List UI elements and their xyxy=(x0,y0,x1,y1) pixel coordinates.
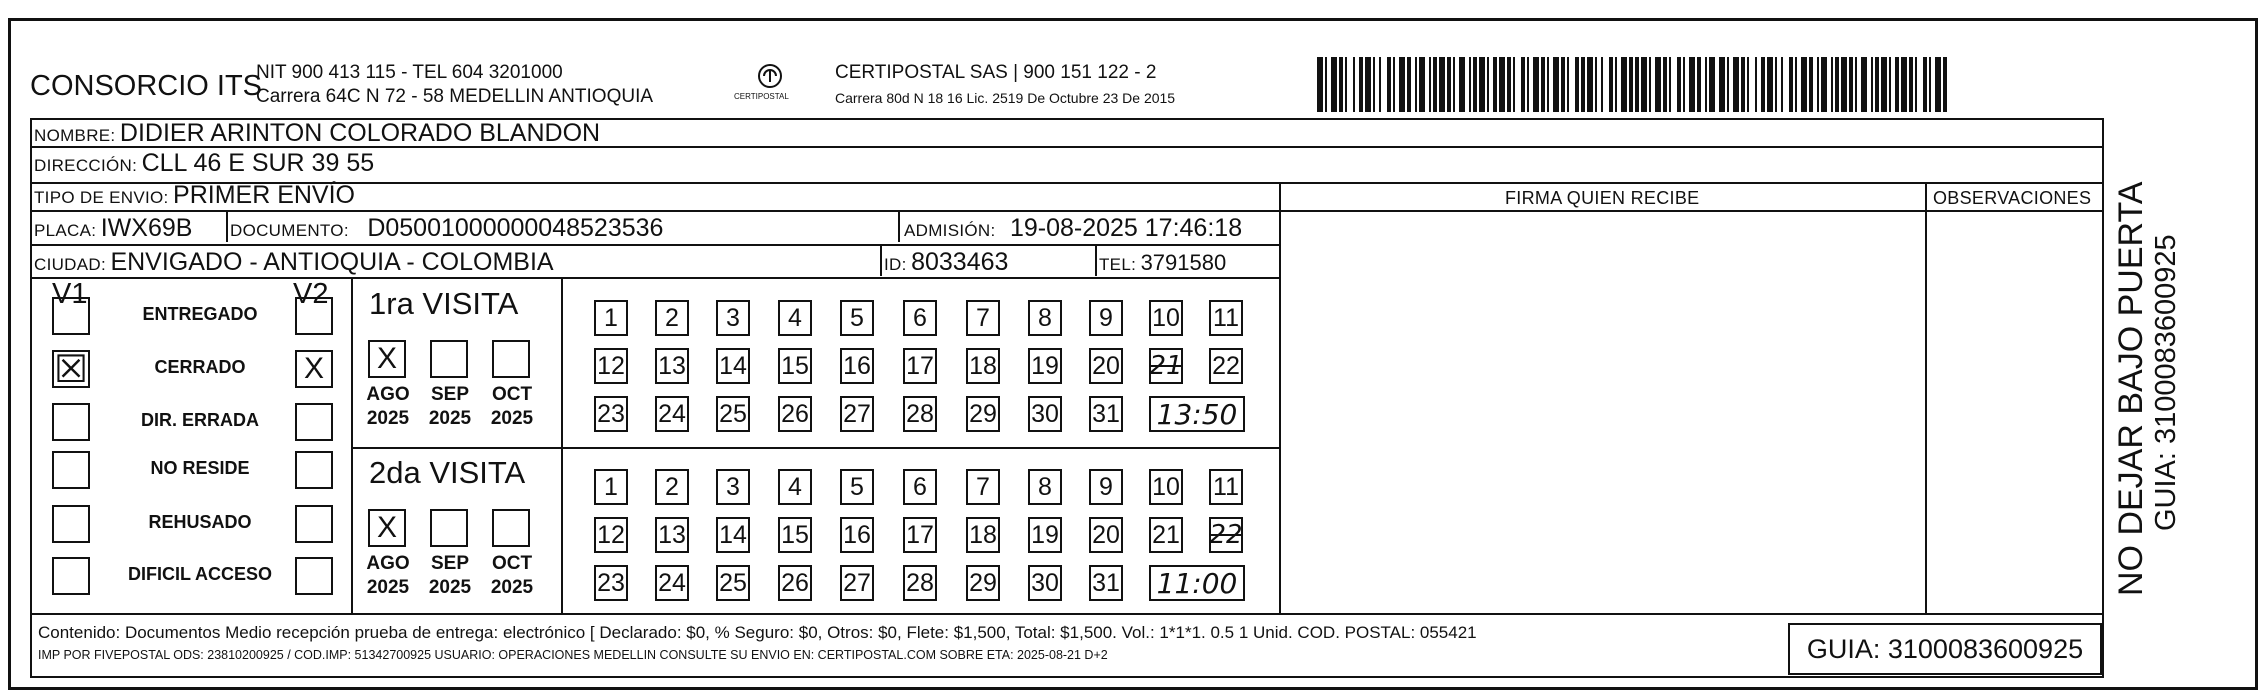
barcode-bar xyxy=(1527,57,1529,112)
barcode-bar xyxy=(1439,57,1445,112)
barcode-bar xyxy=(1789,57,1793,112)
visit2-month-checkbox-2 xyxy=(430,509,468,547)
ciudad-label: CIUDAD: xyxy=(34,255,106,274)
visit1-day-10 xyxy=(1149,300,1183,336)
status-label-1: ENTREGADO xyxy=(142,304,258,324)
day-number: 5 xyxy=(850,303,864,332)
day-number: 13 xyxy=(658,520,686,549)
barcode-bar xyxy=(1331,57,1337,112)
status-label-4: NO RESIDE xyxy=(150,458,250,478)
visit2-day-22 xyxy=(1209,517,1243,553)
barcode-bar xyxy=(1547,57,1549,112)
day-number: 10 xyxy=(1152,472,1180,501)
barcode-bar xyxy=(1781,57,1783,112)
visit1-day-12 xyxy=(594,348,628,384)
day-number: 20 xyxy=(1092,520,1120,549)
visit1-day-21 xyxy=(1149,348,1183,384)
barcode-bar xyxy=(1881,57,1887,112)
day-number: 29 xyxy=(969,568,997,597)
day-number: 26 xyxy=(781,399,809,428)
visit1-day-24 xyxy=(655,396,689,432)
visit2-month-label-2: SEP xyxy=(430,553,470,574)
day-number: 1 xyxy=(604,303,618,332)
barcode-bar xyxy=(1709,57,1715,112)
day-number: 19 xyxy=(1031,520,1059,549)
barcode-bar xyxy=(1469,57,1471,112)
barcode-bar xyxy=(1399,57,1405,112)
barcode-bar xyxy=(1761,57,1765,112)
visit2-day-25 xyxy=(716,565,750,601)
day-number: 8 xyxy=(1038,472,1052,501)
barcode-bar xyxy=(1705,57,1707,112)
documento-label: DOCUMENTO: xyxy=(230,221,349,240)
status-label-3: DIR. ERRADA xyxy=(140,410,259,430)
visit1-month-label-1: AGO xyxy=(366,384,410,405)
barcode-bar xyxy=(1669,57,1671,112)
visit2-day-7 xyxy=(966,469,1000,505)
day-number: 28 xyxy=(906,399,934,428)
postal-address: Carrera 80d N 18 16 Lic. 2519 De Octubre 23 De 2015 xyxy=(835,90,1176,106)
visit1-day-30 xyxy=(1028,396,1062,432)
barcode-bar xyxy=(1895,57,1899,112)
barcode-bar xyxy=(1317,57,1323,112)
visit2-month-label-3: OCT xyxy=(491,553,533,574)
visit2-day-29 xyxy=(966,565,1000,601)
day-number: 12 xyxy=(597,520,625,549)
day-number: 6 xyxy=(913,472,927,501)
barcode-bar xyxy=(1795,57,1797,112)
footer-print-info: IMP POR FIVEPOSTAL ODS: 23810200925 / COD.IMP: 51342700925 USUARIO: OPERACIONES MEDELLIN CONSULTE SU ENVIO EN: CERTIPOSTAL.COM SOBRE ETA: 2025-08-21 D+2 xyxy=(38,648,1108,662)
day-number: 27 xyxy=(843,568,871,597)
v2-checkbox-2 xyxy=(295,350,333,388)
day-number: 18 xyxy=(969,351,997,380)
visit-title-1: 1ra VISITA xyxy=(369,286,519,321)
barcode-bar xyxy=(1655,57,1661,112)
barcode-bar xyxy=(1727,57,1729,112)
observaciones-label: OBSERVACIONES xyxy=(1933,188,2092,208)
barcode-bar xyxy=(1533,57,1539,112)
barcode-bar xyxy=(1365,57,1371,112)
visit1-day-3 xyxy=(716,300,750,336)
barcode-bar xyxy=(1733,57,1739,112)
visit1-day-4 xyxy=(778,300,812,336)
barcode-bar xyxy=(1855,57,1857,112)
v2-checkbox-6 xyxy=(295,557,333,595)
barcode-bar xyxy=(1929,57,1931,112)
nombre-label: NOMBRE: xyxy=(34,126,116,145)
day-number: 29 xyxy=(969,399,997,428)
v1-checkbox-2 xyxy=(52,347,90,391)
visit1-time: 13:50 xyxy=(1149,396,1245,432)
visit2-day-19 xyxy=(1028,517,1062,553)
barcode-bar xyxy=(1541,57,1545,112)
v1-header: V1 xyxy=(52,278,88,310)
id-label: ID: xyxy=(884,255,907,274)
visit-title-2: 2da VISITA xyxy=(369,455,526,490)
status-label-5: REHUSADO xyxy=(148,512,252,532)
barcode-bar xyxy=(1567,57,1569,112)
visit1-day-17 xyxy=(903,348,937,384)
barcode-bar xyxy=(1889,57,1891,112)
visit1-day-28 xyxy=(903,396,937,432)
status-label-2: CERRADO xyxy=(154,357,246,377)
visit2-day-6 xyxy=(903,469,937,505)
visit2-day-24 xyxy=(655,565,689,601)
nombre-value: DIDIER ARINTON COLORADO BLANDON xyxy=(119,119,601,147)
ciudad-value: ENVIGADO - ANTIOQUIA - COLOMBIA xyxy=(110,248,554,276)
visit1-day-26 xyxy=(778,396,812,432)
day-number: 1 xyxy=(604,472,618,501)
barcode-bar xyxy=(1581,57,1585,112)
day-number: 19 xyxy=(1031,351,1059,380)
barcode-bar xyxy=(1419,57,1425,112)
direccion-label: DIRECCIÓN: xyxy=(34,156,138,175)
barcode-bar xyxy=(1387,57,1391,112)
visit2-day-26 xyxy=(778,565,812,601)
day-number: 20 xyxy=(1092,351,1120,380)
visit2-year-label-1: 2025 xyxy=(366,577,410,598)
day-number: 17 xyxy=(906,520,934,549)
day-number: 25 xyxy=(719,399,747,428)
barcode-bar xyxy=(1609,57,1613,112)
visit1-month-label-2: SEP xyxy=(430,384,470,405)
v2-checkbox-5 xyxy=(295,505,333,543)
barcode-bar xyxy=(1801,57,1807,112)
barcode-bar xyxy=(1325,57,1327,112)
day-number: 3 xyxy=(726,472,740,501)
day-number: 11 xyxy=(1213,472,1239,501)
barcode-bar xyxy=(1719,57,1725,112)
barcode-bar xyxy=(1561,57,1565,112)
v1-checkbox-4 xyxy=(52,451,90,489)
visit2-day-31 xyxy=(1089,565,1123,601)
visit2-month-checkbox-3 xyxy=(492,509,530,547)
footer-guia: GUIA: 3100083600925 xyxy=(1788,623,2102,675)
company-address: Carrera 64C N 72 - 58 MEDELLIN ANTIOQUIA xyxy=(256,86,654,107)
day-number: 23 xyxy=(597,399,625,428)
visit2-day-16 xyxy=(840,517,874,553)
barcode-bar xyxy=(1871,57,1873,112)
barcode-bar xyxy=(1909,57,1913,112)
day-number: 31 xyxy=(1092,399,1120,428)
visit1-month-label-3: OCT xyxy=(491,384,533,405)
barcode-bar xyxy=(1601,57,1603,112)
company-name: CONSORCIO ITS xyxy=(30,70,263,102)
barcode-bar xyxy=(1553,57,1559,112)
barcode-bar xyxy=(1433,57,1437,112)
barcode-bar xyxy=(1407,57,1411,112)
day-number: 24 xyxy=(658,568,686,597)
day-number: 28 xyxy=(906,568,934,597)
barcode-bar xyxy=(1447,57,1451,112)
day-number: 2 xyxy=(665,303,679,332)
visit1-day-9 xyxy=(1089,300,1123,336)
checkbox-x-mark: ☒ xyxy=(53,347,89,391)
visit2-day-4 xyxy=(778,469,812,505)
day-number: 21 xyxy=(1152,520,1180,549)
visit2-day-17 xyxy=(903,517,937,553)
barcode xyxy=(1317,57,1949,112)
visit1-day-18 xyxy=(966,348,1000,384)
firma-label: FIRMA QUIEN RECIBE xyxy=(1505,188,1700,208)
barcode-bar xyxy=(1359,57,1363,112)
visit2-day-18 xyxy=(966,517,1000,553)
day-number: 17 xyxy=(906,351,934,380)
crossed-day-mark: 21 xyxy=(1149,351,1183,381)
visit2-day-2 xyxy=(655,469,689,505)
admision-value: 19-08-2025 17:46:18 xyxy=(1009,214,1243,242)
v1-checkbox-5 xyxy=(52,505,90,543)
visit2-day-13 xyxy=(655,517,689,553)
barcode-bar xyxy=(1747,57,1749,112)
barcode-bar xyxy=(1453,57,1455,112)
barcode-bar xyxy=(1683,57,1685,112)
barcode-bar xyxy=(1861,57,1867,112)
barcode-bar xyxy=(1689,57,1695,112)
barcode-bar xyxy=(1835,57,1839,112)
visit1-day-7 xyxy=(966,300,1000,336)
visit1-month-checkbox-2 xyxy=(430,340,468,378)
day-number: 27 xyxy=(843,399,871,428)
v2-header: V2 xyxy=(293,278,329,310)
visit2-time: 11:00 xyxy=(1149,565,1245,601)
barcode-bar xyxy=(1521,57,1525,112)
barcode-bar xyxy=(1649,57,1651,112)
barcode-bar xyxy=(1635,57,1639,112)
footer-contents: Contenido: Documentos Medio recepción prueba de entrega: electrónico [ Declarado: $0, % Seguro: $0, Otros: $0, Flete: $1,500, Total: $1,500. Vol.: 1*1*1. 0.5 1 Unid. COD. POSTAL: 055421 xyxy=(38,623,1477,642)
barcode-bar xyxy=(1641,57,1647,112)
visit2-day-9 xyxy=(1089,469,1123,505)
barcode-bar xyxy=(1821,57,1827,112)
barcode-bar xyxy=(1915,57,1917,112)
visit2-day-14 xyxy=(716,517,750,553)
day-number: 12 xyxy=(597,351,625,380)
visit2-year-label-2: 2025 xyxy=(428,577,472,598)
day-number: 15 xyxy=(781,520,809,549)
postal-company: CERTIPOSTAL SAS | 900 151 122 - 2 xyxy=(835,62,1157,83)
visit1-day-15 xyxy=(778,348,812,384)
documento-value: D05001000000048523536 xyxy=(367,214,664,242)
barcode-bar xyxy=(1429,57,1431,112)
day-number: 16 xyxy=(843,351,871,380)
visit1-year-label-2: 2025 xyxy=(428,408,472,429)
day-number: 9 xyxy=(1099,472,1113,501)
barcode-bar xyxy=(1697,57,1701,112)
barcode-bar xyxy=(1935,57,1941,112)
barcode-bar xyxy=(1923,57,1927,112)
barcode-bar xyxy=(1663,57,1667,112)
barcode-bar xyxy=(1677,57,1681,112)
v1-checkbox-3 xyxy=(52,403,90,441)
visit2-day-28 xyxy=(903,565,937,601)
visit1-day-14 xyxy=(716,348,750,384)
barcode-bar xyxy=(1943,57,1947,112)
v1-checkbox-1 xyxy=(52,297,90,335)
barcode-bar xyxy=(1901,57,1907,112)
visit2-day-10 xyxy=(1149,469,1183,505)
barcode-bar xyxy=(1741,57,1745,112)
day-number: 25 xyxy=(719,568,747,597)
day-number: 7 xyxy=(976,303,990,332)
barcode-bar xyxy=(1767,57,1773,112)
day-number: 14 xyxy=(719,520,747,549)
barcode-bar xyxy=(1393,57,1395,112)
placa-label: PLACA: xyxy=(34,221,97,240)
visit2-day-8 xyxy=(1028,469,1062,505)
barcode-bar xyxy=(1875,57,1879,112)
day-number: 31 xyxy=(1092,568,1120,597)
v2-checkbox-1 xyxy=(295,297,333,335)
visit1-day-20 xyxy=(1089,348,1123,384)
barcode-bar xyxy=(1595,57,1597,112)
no-dejar-warning: NO DEJAR BAJO PUERTA xyxy=(2112,181,2150,596)
visit2-day-30 xyxy=(1028,565,1062,601)
day-number: 4 xyxy=(788,303,802,332)
visit2-month-checkbox-1 xyxy=(368,509,406,547)
day-number: 7 xyxy=(976,472,990,501)
v2-checkbox-3 xyxy=(295,403,333,441)
company-nit: NIT 900 413 115 - TEL 604 3201000 xyxy=(256,62,563,83)
visit1-day-5 xyxy=(840,300,874,336)
day-number: 9 xyxy=(1099,303,1113,332)
visit2-day-23 xyxy=(594,565,628,601)
barcode-bar xyxy=(1353,57,1355,112)
day-number: 3 xyxy=(726,303,740,332)
visit2-day-11 xyxy=(1209,469,1243,505)
visit2-day-20 xyxy=(1089,517,1123,553)
day-number: 30 xyxy=(1031,568,1059,597)
visit2-day-27 xyxy=(840,565,874,601)
visit1-day-29 xyxy=(966,396,1000,432)
day-number: 18 xyxy=(969,520,997,549)
day-number: 10 xyxy=(1152,303,1180,332)
day-number: 22 xyxy=(1212,351,1240,380)
barcode-bar xyxy=(1775,57,1777,112)
day-number: 13 xyxy=(658,351,686,380)
barcode-bar xyxy=(1487,57,1489,112)
logo-text: CERTIPOSTAL xyxy=(734,92,789,101)
visit2-year-label-3: 2025 xyxy=(490,577,534,598)
visit1-month-checkbox-1 xyxy=(368,340,406,378)
visit1-day-11 xyxy=(1209,300,1243,336)
visit2-day-5 xyxy=(840,469,874,505)
checkbox-x-mark: X xyxy=(303,352,324,385)
barcode-bar xyxy=(1513,57,1515,112)
visit1-day-23 xyxy=(594,396,628,432)
id-value: 8033463 xyxy=(911,248,1009,276)
visit1-day-8 xyxy=(1028,300,1062,336)
visit2-day-1 xyxy=(594,469,628,505)
visit1-month-checkbox-3 xyxy=(492,340,530,378)
tel-label: TEL: xyxy=(1099,255,1137,274)
barcode-bar xyxy=(1575,57,1579,112)
barcode-bar xyxy=(1841,57,1847,112)
day-number: 2 xyxy=(665,472,679,501)
visit2-day-12 xyxy=(594,517,628,553)
barcode-bar xyxy=(1831,57,1833,112)
visit1-day-6 xyxy=(903,300,937,336)
barcode-bar xyxy=(1493,57,1497,112)
visit1-day-19 xyxy=(1028,348,1062,384)
day-number: 4 xyxy=(788,472,802,501)
day-number: 15 xyxy=(781,351,809,380)
day-number: 8 xyxy=(1038,303,1052,332)
visit1-day-1 xyxy=(594,300,628,336)
tipo-envio-label: TIPO DE ENVIO: xyxy=(34,188,169,207)
day-number: 6 xyxy=(913,303,927,332)
checkbox-x-mark: X xyxy=(376,342,397,375)
barcode-bar xyxy=(1615,57,1617,112)
visit1-day-22 xyxy=(1209,348,1243,384)
barcode-bar xyxy=(1345,57,1347,112)
barcode-bar xyxy=(1479,57,1485,112)
visit2-month-label-1: AGO xyxy=(366,553,410,574)
barcode-bar xyxy=(1415,57,1417,112)
barcode-bar xyxy=(1499,57,1505,112)
direccion-value: CLL 46 E SUR 39 55 xyxy=(141,149,375,177)
barcode-bar xyxy=(1379,57,1381,112)
barcode-bar xyxy=(1587,57,1593,112)
visit1-day-25 xyxy=(716,396,750,432)
visit1-year-label-3: 2025 xyxy=(490,408,534,429)
tipo-envio-value: PRIMER ENVÍO xyxy=(173,181,355,209)
status-label-6: DIFICIL ACCESO xyxy=(127,564,272,584)
crossed-day-mark: 22 xyxy=(1209,520,1243,550)
visit1-day-31 xyxy=(1089,396,1123,432)
day-number: 16 xyxy=(843,520,871,549)
tel-value: 3791580 xyxy=(1140,250,1227,275)
checkbox-x-mark: X xyxy=(376,511,397,544)
v2-checkbox-4 xyxy=(295,451,333,489)
barcode-bar xyxy=(1817,57,1819,112)
visit1-day-2 xyxy=(655,300,689,336)
barcode-bar xyxy=(1507,57,1511,112)
admision-label: ADMISIÓN: xyxy=(904,221,996,240)
barcode-bar xyxy=(1621,57,1627,112)
day-number: 5 xyxy=(850,472,864,501)
barcode-bar xyxy=(1459,57,1465,112)
barcode-bar xyxy=(1755,57,1757,112)
visit2-day-21 xyxy=(1149,517,1183,553)
barcode-bar xyxy=(1473,57,1477,112)
barcode-bar xyxy=(1339,57,1343,112)
visit1-day-16 xyxy=(840,348,874,384)
certipostal-logo xyxy=(738,62,802,108)
day-number: 24 xyxy=(658,399,686,428)
visit2-day-3 xyxy=(716,469,750,505)
day-number: 26 xyxy=(781,568,809,597)
barcode-bar xyxy=(1373,57,1375,112)
day-number: 23 xyxy=(597,568,625,597)
barcode-bar xyxy=(1849,57,1853,112)
placa-value: IWX69B xyxy=(100,214,193,242)
day-number: 14 xyxy=(719,351,747,380)
v1-checkbox-6 xyxy=(52,557,90,595)
barcode-bar xyxy=(1629,57,1633,112)
visit1-day-27 xyxy=(840,396,874,432)
visit1-day-13 xyxy=(655,348,689,384)
day-number: 30 xyxy=(1031,399,1059,428)
side-guia: GUIA: 3100083600925 xyxy=(2150,234,2182,531)
barcode-bar xyxy=(1809,57,1813,112)
day-number: 11 xyxy=(1213,303,1239,332)
visit1-year-label-1: 2025 xyxy=(366,408,410,429)
visit2-day-15 xyxy=(778,517,812,553)
